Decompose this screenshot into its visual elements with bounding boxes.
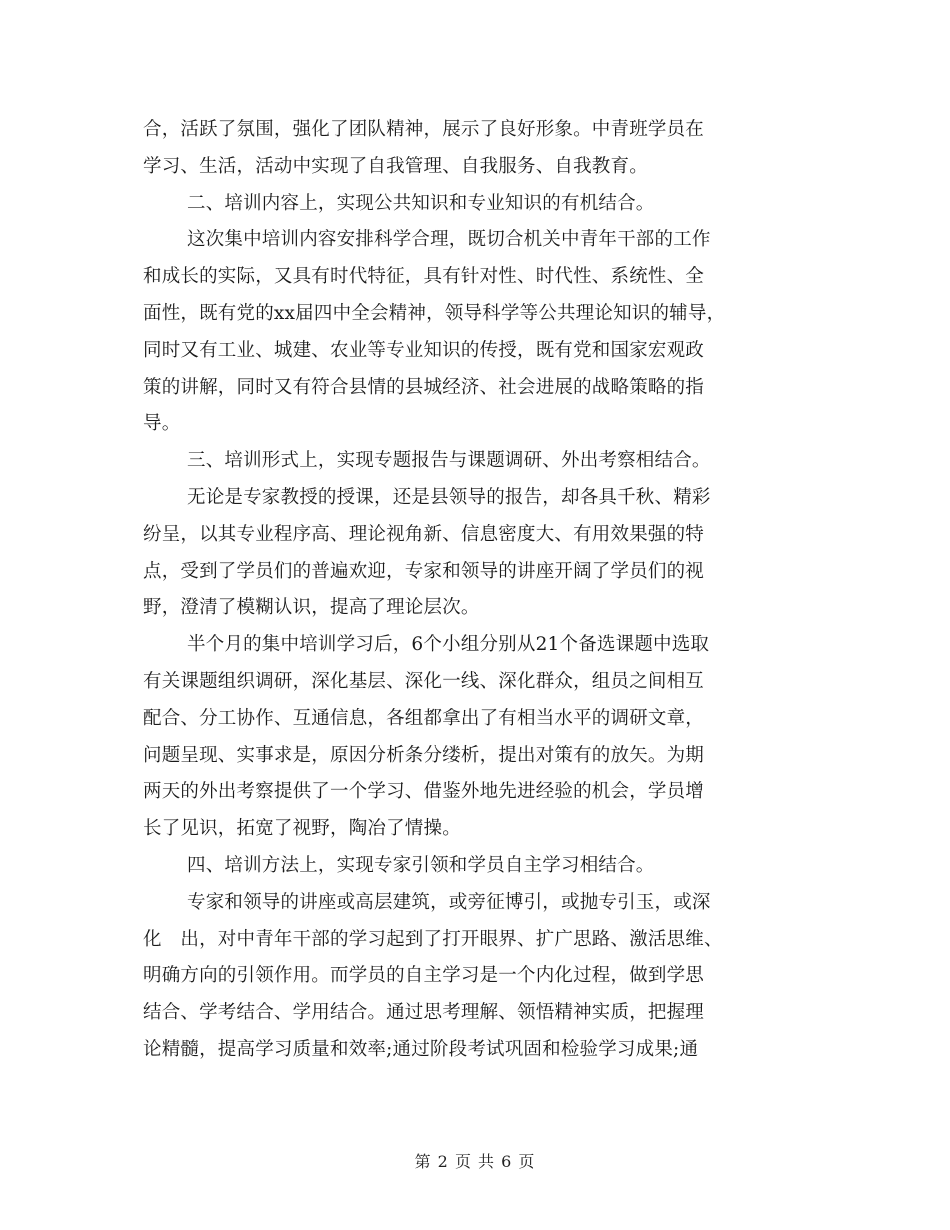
section-heading: 三、培训形式上，实现专题报告与课题调研、外出考察相结合。 [187, 450, 711, 472]
text-line: 点，受到了学员们的普遍欢迎，专家和领导的讲座开阔了学员们的视 [143, 560, 705, 582]
page-number-footer: 第 2 页 共 6 页 [414, 1152, 536, 1171]
paragraph-start: 专家和领导的讲座或高层建筑，或旁征博引，或抛专引玉，或深 [187, 891, 711, 913]
text-line: 面性，既有党的xx届四中全会精神，领导科学等公共理论知识的辅导， [143, 302, 726, 324]
text-line: 有关课题组织调研，深化基层、深化一线、深化群众，组员之间相互 [143, 670, 705, 692]
text-line: 论精髓，提高学习质量和效率;通过阶段考试巩固和检验学习成果;通 [143, 1038, 699, 1060]
text-line: 结合、学考结合、学用结合。通过思考理解、领悟精神实质，把握理 [143, 1002, 705, 1024]
text-line: 纷呈，以其专业程序高、理论视角新、信息密度大、有用效果强的特 [143, 523, 705, 545]
text-line: 学习、生活，活动中实现了自我管理、自我服务、自我教育。 [143, 155, 648, 177]
section-heading: 二、培训内容上，实现公共知识和专业知识的有机结合。 [187, 192, 655, 214]
text-line: 两天的外出考察提供了一个学习、借鉴外地先进经验的机会，学员增 [143, 781, 705, 803]
text-line: 策的讲解，同时又有符合县情的县城经济、社会进展的战略策略的指 [143, 376, 705, 398]
paragraph-start: 这次集中培训内容安排科学合理，既切合机关中青年干部的工作 [187, 229, 711, 251]
text-line: 野，澄清了模糊认识，提高了理论层次。 [143, 597, 480, 619]
paragraph-start: 半个月的集中培训学习后，6个小组分别从21个备选课题中选取 [187, 634, 710, 656]
text-line: 问题呈现、实事求是，原因分析条分缕析，提出对策有的放矢。为期 [143, 744, 705, 766]
paragraph-start: 无论是专家教授的授课，还是县领导的报告，却各具千秋、精彩 [187, 486, 711, 508]
text-line: 配合、分工协作、互通信息，各组都拿出了有相当水平的调研文章， [143, 707, 705, 729]
text-line: 化 出，对中青年干部的学习起到了打开眼界、扩广思路、激活思维、 [143, 928, 723, 950]
document-body [143, 112, 813, 1069]
text-line: 和成长的实际，又具有时代特征，具有针对性、时代性、系统性、全 [143, 266, 705, 288]
text-line: 长了见识，拓宽了视野，陶冶了情操。 [143, 818, 461, 840]
text-line: 同时又有工业、城建、农业等专业知识的传授，既有党和国家宏观政 [143, 339, 705, 361]
text-line: 明确方向的引领作用。而学员的自主学习是一个内化过程，做到学思 [143, 965, 705, 987]
text-line: 合，活跃了氛围，强化了团队精神，展示了良好形象。中青班学员在 [143, 119, 705, 140]
text-line: 导。 [143, 413, 181, 435]
section-heading: 四、培训方法上，实现专家引领和学员自主学习相结合。 [187, 854, 655, 876]
